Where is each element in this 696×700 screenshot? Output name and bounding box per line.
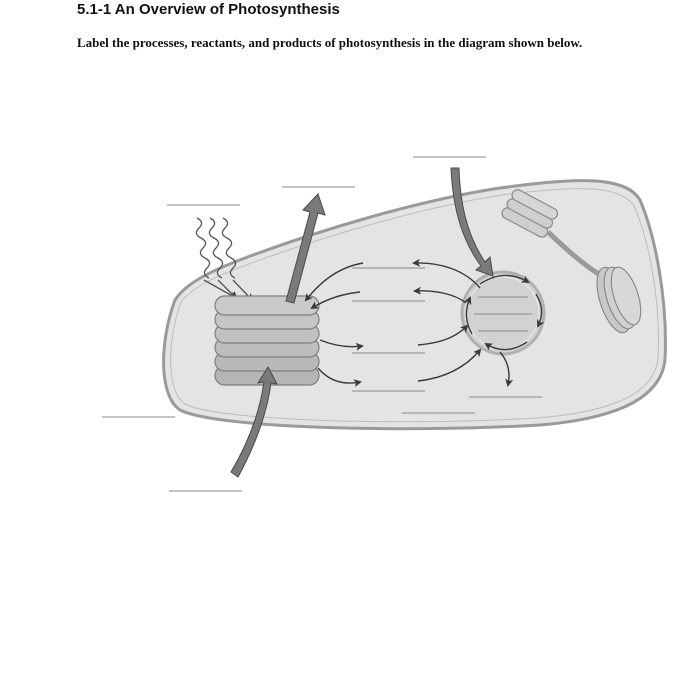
instructions-text: Label the processes, reactants, and products of photosynthesis in the diagram shown below. [77, 35, 583, 50]
page-title: 5.1-1 An Overview of Photosynthesis [77, 1, 340, 18]
